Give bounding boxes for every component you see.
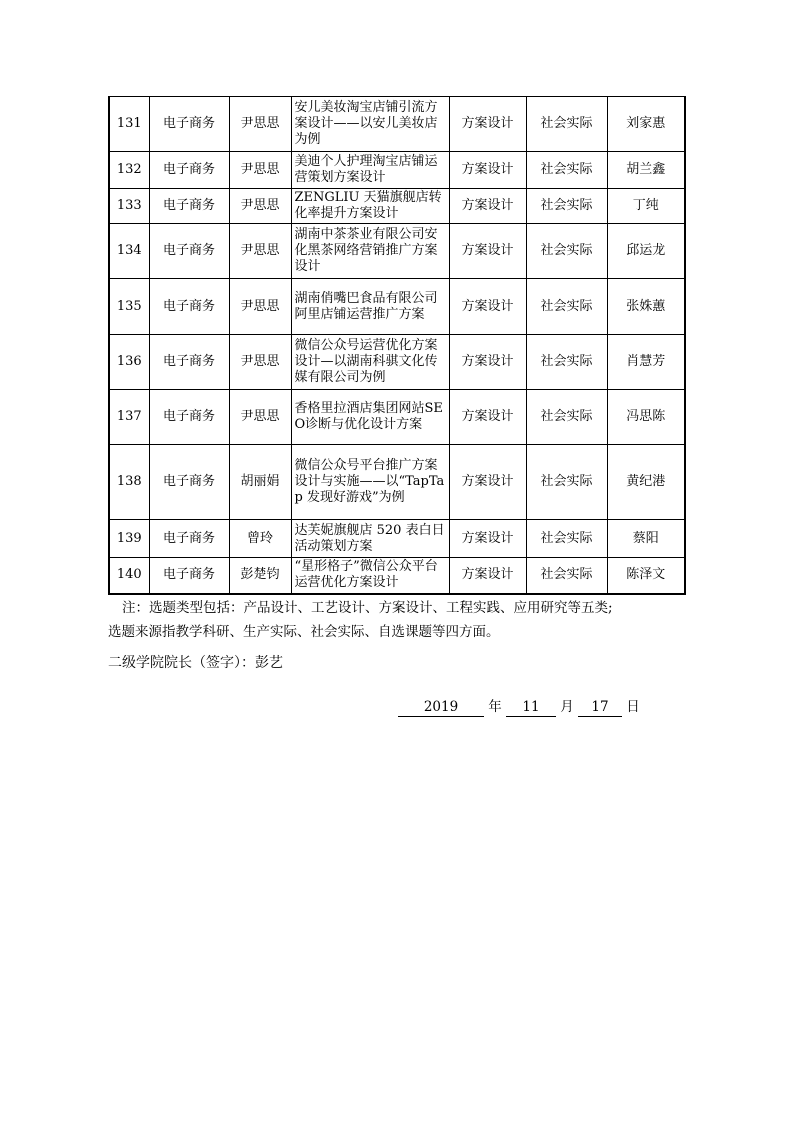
- topic-source-cell: 社会实际: [526, 279, 607, 335]
- date-year: 2019: [398, 699, 484, 717]
- row-number: 131: [109, 97, 149, 152]
- date-year-unit: 年: [488, 699, 502, 715]
- topic-source-cell: 社会实际: [526, 445, 607, 520]
- topic-source-cell: 社会实际: [526, 558, 607, 594]
- advisor-cell: 彭楚钧: [229, 558, 291, 594]
- topic-type-cell: 方案设计: [449, 335, 526, 390]
- student-cell: 黄纪港: [607, 445, 685, 520]
- major-cell: 电子商务: [149, 445, 229, 520]
- advisor-cell: 尹思思: [229, 224, 291, 279]
- date-month: 11: [506, 699, 556, 717]
- major-cell: 电子商务: [149, 390, 229, 445]
- topic-type-cell: 方案设计: [449, 390, 526, 445]
- student-cell: 丁纯: [607, 189, 685, 224]
- table-row: [109, 152, 685, 189]
- date-month-unit: 月: [560, 699, 574, 715]
- row-number: 136: [109, 335, 149, 390]
- topic-source-cell: 社会实际: [526, 152, 607, 189]
- topic-title-cell: 微信公众号平台推广方案设计与实施——以“TapTap 发现好游戏”为例: [291, 445, 449, 520]
- table-row: [109, 390, 685, 445]
- table-row: [109, 279, 685, 335]
- row-number: 137: [109, 390, 149, 445]
- major-cell: 电子商务: [149, 558, 229, 594]
- date-day-unit: 日: [626, 699, 640, 715]
- advisor-cell: 尹思思: [229, 335, 291, 390]
- topic-type-cell: 方案设计: [449, 224, 526, 279]
- topic-title-cell: 达芙妮旗舰店 520 表白日活动策划方案: [291, 520, 449, 558]
- row-number: 134: [109, 224, 149, 279]
- table-row: [109, 558, 685, 594]
- student-cell: 胡兰鑫: [607, 152, 685, 189]
- table-row: [109, 224, 685, 279]
- major-cell: 电子商务: [149, 97, 229, 152]
- topic-source-cell: 社会实际: [526, 189, 607, 224]
- footnote-topic-types: 注：选题类型包括：产品设计、工艺设计、方案设计、工程实践、应用研究等五类;: [122, 600, 613, 616]
- topic-title-cell: 香格里拉酒店集团网站SEO诊断与优化设计方案: [291, 390, 449, 445]
- advisor-cell: 尹思思: [229, 189, 291, 224]
- major-cell: 电子商务: [149, 279, 229, 335]
- topic-title-cell: 湖南俏嘴巴食品有限公司阿里店铺运营推广方案: [291, 279, 449, 335]
- table-row: [109, 520, 685, 558]
- topic-type-cell: 方案设计: [449, 152, 526, 189]
- topic-title-cell: 美迪个人护理淘宝店铺运营策划方案设计: [291, 152, 449, 189]
- advisor-cell: 尹思思: [229, 390, 291, 445]
- topic-title-cell: 微信公众号运营优化方案设计—以湖南科骐文化传媒有限公司为例: [291, 335, 449, 390]
- major-cell: 电子商务: [149, 224, 229, 279]
- date-line: [398, 695, 644, 717]
- topic-title-cell: “星形格子”微信公众平台运营优化方案设计: [291, 558, 449, 594]
- table-body: [109, 97, 685, 594]
- student-cell: 蔡阳: [607, 520, 685, 558]
- advisor-cell: 尹思思: [229, 152, 291, 189]
- topic-type-cell: 方案设计: [449, 189, 526, 224]
- student-cell: 肖慧芳: [607, 335, 685, 390]
- major-cell: 电子商务: [149, 335, 229, 390]
- topic-type-cell: 方案设计: [449, 520, 526, 558]
- topic-source-cell: 社会实际: [526, 520, 607, 558]
- topic-type-cell: 方案设计: [449, 97, 526, 152]
- date-day: 17: [578, 699, 622, 717]
- table-row: [109, 445, 685, 520]
- topic-title-cell: 湖南中茶茶业有限公司安化黑茶网络营销推广方案设计: [291, 224, 449, 279]
- topic-type-cell: 方案设计: [449, 279, 526, 335]
- student-cell: 刘家惠: [607, 97, 685, 152]
- major-cell: 电子商务: [149, 520, 229, 558]
- table-row: [109, 335, 685, 390]
- footnote: [108, 596, 688, 644]
- row-number: 140: [109, 558, 149, 594]
- row-number: 132: [109, 152, 149, 189]
- row-number: 139: [109, 520, 149, 558]
- student-cell: 张姝蕙: [607, 279, 685, 335]
- row-number: 138: [109, 445, 149, 520]
- table-row: [109, 97, 685, 152]
- thesis-topic-table: [108, 96, 686, 595]
- topic-type-cell: 方案设计: [449, 558, 526, 594]
- topic-source-cell: 社会实际: [526, 97, 607, 152]
- advisor-cell: 曾玲: [229, 520, 291, 558]
- student-cell: 陈泽文: [607, 558, 685, 594]
- topic-type-cell: 方案设计: [449, 445, 526, 520]
- student-cell: 冯思陈: [607, 390, 685, 445]
- topic-title-cell: ZENGLIU 天猫旗舰店转化率提升方案设计: [291, 189, 449, 224]
- footnote-topic-sources: 选题来源指教学科研、生产实际、社会实际、自选课题等四方面。: [108, 624, 500, 640]
- row-number: 133: [109, 189, 149, 224]
- major-cell: 电子商务: [149, 152, 229, 189]
- major-cell: 电子商务: [149, 189, 229, 224]
- advisor-cell: 尹思思: [229, 97, 291, 152]
- topic-source-cell: 社会实际: [526, 335, 607, 390]
- advisor-cell: 尹思思: [229, 279, 291, 335]
- topic-source-cell: 社会实际: [526, 224, 607, 279]
- topic-title-cell: 安儿美妆淘宝店铺引流方案设计——以安儿美妆店为例: [291, 97, 449, 152]
- dean-signature: 二级学院院长（签字）：彭艺: [108, 655, 283, 671]
- topic-source-cell: 社会实际: [526, 390, 607, 445]
- table-row: [109, 189, 685, 224]
- row-number: 135: [109, 279, 149, 335]
- student-cell: 邱运龙: [607, 224, 685, 279]
- advisor-cell: 胡丽娟: [229, 445, 291, 520]
